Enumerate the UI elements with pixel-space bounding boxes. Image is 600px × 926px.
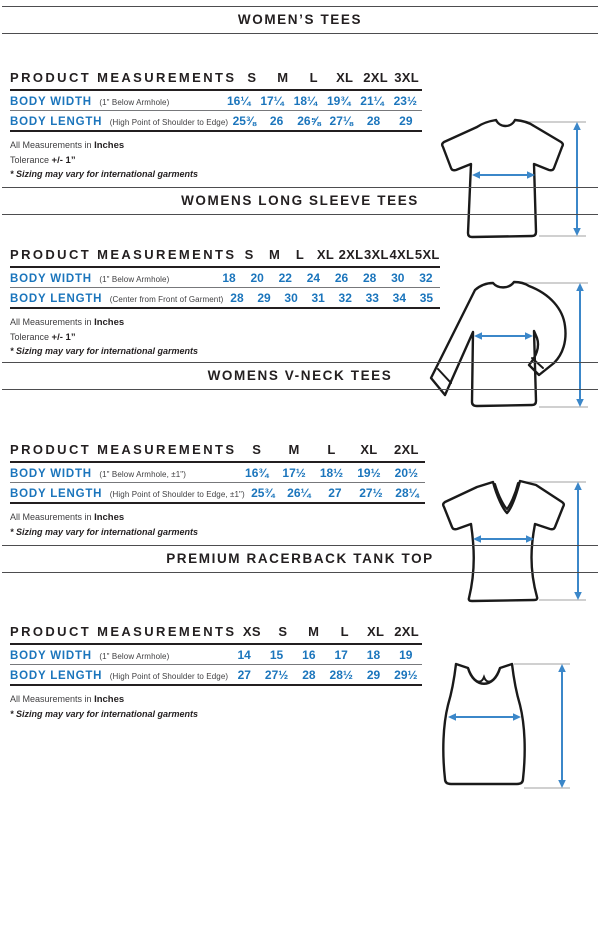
measurement-value: 28 [302, 667, 316, 682]
footnote-sizing: * Sizing may vary for international garments [10, 346, 199, 357]
section-header [0, 545, 600, 573]
divider-line [2, 214, 598, 215]
measurement-value: 29 [257, 290, 271, 305]
footnote-sizing: * Sizing may vary for international garments [10, 169, 199, 180]
footnote-units: All Measurements in Inches [10, 512, 125, 523]
size-col-header: 2XL [394, 624, 419, 639]
divider-line [2, 33, 598, 34]
table-row-body-width [10, 463, 425, 483]
measurement-value: 17 [334, 647, 348, 662]
size-col-header: 5XL [414, 247, 440, 262]
size-col-header: XS [242, 624, 261, 639]
measurements-table [10, 70, 422, 182]
section-title: PREMIUM RACERBACK TANK TOP [166, 551, 434, 566]
measurement-value: 26⅝ [297, 113, 321, 128]
measurements-table [10, 442, 425, 540]
measurement-value: 32 [419, 270, 433, 285]
measurement-value: 20 [250, 270, 264, 285]
measurement-value: 26 [334, 270, 349, 285]
table-title: PRODUCT MEASUREMENTS [10, 442, 237, 457]
section-header [0, 362, 600, 390]
measurement-value: 27½ [359, 485, 383, 500]
divider-line [2, 389, 598, 390]
section-title: WOMENS LONG SLEEVE TEES [181, 193, 419, 208]
measurement-value: 25¾ [251, 485, 275, 500]
measurement-value: 30 [284, 290, 298, 305]
row-label: BODY LENGTH [10, 669, 103, 682]
measurement-value: 27⅛ [329, 113, 353, 128]
table-header-row [10, 247, 440, 268]
measurement-value: 17¼ [260, 93, 284, 108]
table-title: PRODUCT MEASUREMENTS [10, 247, 237, 262]
measurement-value: 21¼ [360, 93, 384, 108]
measurement-value: 27 [328, 485, 342, 500]
size-col-header: XL [360, 442, 378, 457]
size-col-header: M [308, 624, 320, 639]
table-row-body-width [10, 91, 422, 111]
size-col-header: S [247, 70, 257, 85]
row-note: (1" Below Armhole) [99, 97, 170, 107]
measurement-value: 29 [399, 113, 413, 128]
garment-outline [443, 664, 524, 784]
size-col-header: 2XL [338, 247, 364, 262]
section-content [0, 70, 600, 182]
row-note: (High Point of Shoulder to Edge) [109, 117, 229, 127]
measurement-value: 26 [269, 113, 284, 128]
measurement-value: 14 [237, 647, 251, 662]
row-label: BODY LENGTH [10, 487, 103, 500]
section-content [0, 247, 600, 359]
size-col-header: M [269, 247, 281, 262]
table-row-body-length [10, 665, 422, 686]
measurement-value: 29 [366, 667, 381, 682]
size-col-header: XL [316, 247, 335, 262]
footnotes [10, 693, 422, 722]
measurement-value: 17½ [282, 465, 306, 480]
table-row-body-width [10, 268, 440, 288]
size-col-header: XL [367, 624, 385, 639]
size-col-header: L [327, 442, 336, 457]
footnote-sizing: * Sizing may vary for international garments [10, 708, 199, 719]
section-title: WOMEN’S TEES [237, 12, 363, 27]
size-col-header: 3XL [394, 70, 419, 85]
measurement-value: 23½ [393, 93, 417, 108]
table-title: PRODUCT MEASUREMENTS [10, 624, 237, 639]
table-header-row [10, 70, 422, 91]
size-header-cells [238, 442, 425, 457]
measurement-value: 19½ [357, 465, 381, 480]
measurement-value: 35 [419, 290, 434, 305]
measurement-value: 18½ [319, 465, 344, 480]
size-col-header: 3XL [364, 247, 389, 262]
size-col-header: 4XL [389, 247, 415, 262]
table-row-body-length [10, 288, 440, 309]
section-womens-v-neck-tees [0, 362, 600, 545]
section-header [0, 187, 600, 215]
section-womens-long-sleeve-tees [0, 187, 600, 362]
measurement-value: 29½ [394, 667, 418, 682]
measurement-value: 19¾ [326, 93, 351, 108]
measurement-value: 26¼ [287, 485, 311, 500]
row-note: (1" Below Armhole, ±1") [99, 469, 186, 479]
footnotes [10, 139, 422, 182]
footnote-units: All Measurements in Inches [10, 694, 125, 705]
measurement-value: 28 [366, 113, 381, 128]
measurement-value: 34 [392, 290, 407, 305]
row-note: (High Point of Shoulder to Edge) [109, 671, 229, 681]
racerback-tank-illustration [420, 657, 575, 804]
body-length-arrow-icon [558, 664, 566, 788]
measurement-value: 28 [363, 270, 377, 285]
size-col-header: 2XL [393, 442, 419, 457]
measurement-value: 15 [269, 647, 284, 662]
size-header-cells [236, 624, 422, 639]
row-label: BODY WIDTH [10, 95, 92, 108]
row-label: BODY WIDTH [10, 649, 92, 662]
measurement-value: 30 [391, 270, 405, 285]
measurement-value: 33 [365, 290, 379, 305]
size-col-header: XL [336, 70, 354, 85]
row-note: (Center from Front of Garment) [109, 294, 224, 304]
section-premium-racerback-tank-top [0, 545, 600, 730]
row-note: (1" Below Armhole) [99, 651, 170, 661]
size-col-header: 2XL [363, 70, 388, 85]
table-row-body-length [10, 483, 425, 504]
measurement-value: 18¼ [293, 93, 317, 108]
footnotes [10, 511, 425, 540]
measurement-value: 20½ [394, 465, 418, 480]
measurement-value: 28½ [329, 667, 353, 682]
table-header-row [10, 624, 422, 645]
row-note: (1" Below Armhole) [99, 274, 170, 284]
table-header-row [10, 442, 425, 463]
measurement-value: 31 [311, 290, 325, 305]
row-label: BODY WIDTH [10, 272, 92, 285]
size-col-header: M [277, 70, 289, 85]
measurement-value: 32 [338, 290, 352, 305]
row-label: BODY LENGTH [10, 292, 103, 305]
size-col-header: S [278, 624, 288, 639]
section-content [0, 624, 600, 722]
size-header-cells [236, 247, 440, 262]
size-col-header: S [252, 442, 262, 457]
row-label: BODY LENGTH [10, 115, 103, 128]
size-col-header: M [288, 442, 300, 457]
footnote-units: All Measurements in Inches [10, 140, 125, 151]
measurement-value: 28¼ [395, 485, 419, 500]
measurement-value: 27 [237, 667, 251, 682]
measurement-value: 25⅜ [232, 113, 256, 128]
section-header [0, 0, 600, 34]
measurement-value: 16¼ [226, 93, 251, 108]
footnote-tolerance: Tolerance +/- 1” [10, 154, 76, 166]
row-note: (High Point of Shoulder to Edge, ±1") [109, 489, 245, 499]
measurement-value: 28 [230, 290, 244, 305]
measurement-value: 27½ [264, 667, 289, 682]
footnote-sizing: * Sizing may vary for international garments [10, 526, 199, 537]
size-header-cells [236, 70, 422, 85]
divider-line [2, 572, 598, 573]
measurement-value: 22 [278, 270, 292, 285]
section-title: WOMENS V-NECK TEES [207, 368, 393, 383]
measurements-table [10, 624, 422, 722]
measurement-value: 16 [302, 647, 316, 662]
size-col-header: L [309, 70, 318, 85]
section-womens-tees [0, 0, 600, 187]
size-col-header: L [340, 624, 349, 639]
measurement-value: 18 [222, 270, 236, 285]
measurement-value: 24 [306, 270, 321, 285]
measurements-table [10, 247, 440, 359]
measurement-value: 16¾ [245, 465, 269, 480]
measurement-value: 19 [399, 647, 413, 662]
section-content [0, 442, 600, 540]
footnote-tolerance: Tolerance +/- 1” [10, 331, 76, 343]
table-title: PRODUCT MEASUREMENTS [10, 70, 237, 85]
footnote-units: All Measurements in Inches [10, 317, 125, 328]
table-row-body-length [10, 111, 422, 132]
row-label: BODY WIDTH [10, 467, 92, 480]
measurement-value: 18 [366, 647, 381, 662]
size-col-header: L [295, 247, 305, 262]
table-row-body-width [10, 645, 422, 665]
footnotes [10, 316, 440, 359]
size-col-header: S [244, 247, 254, 262]
